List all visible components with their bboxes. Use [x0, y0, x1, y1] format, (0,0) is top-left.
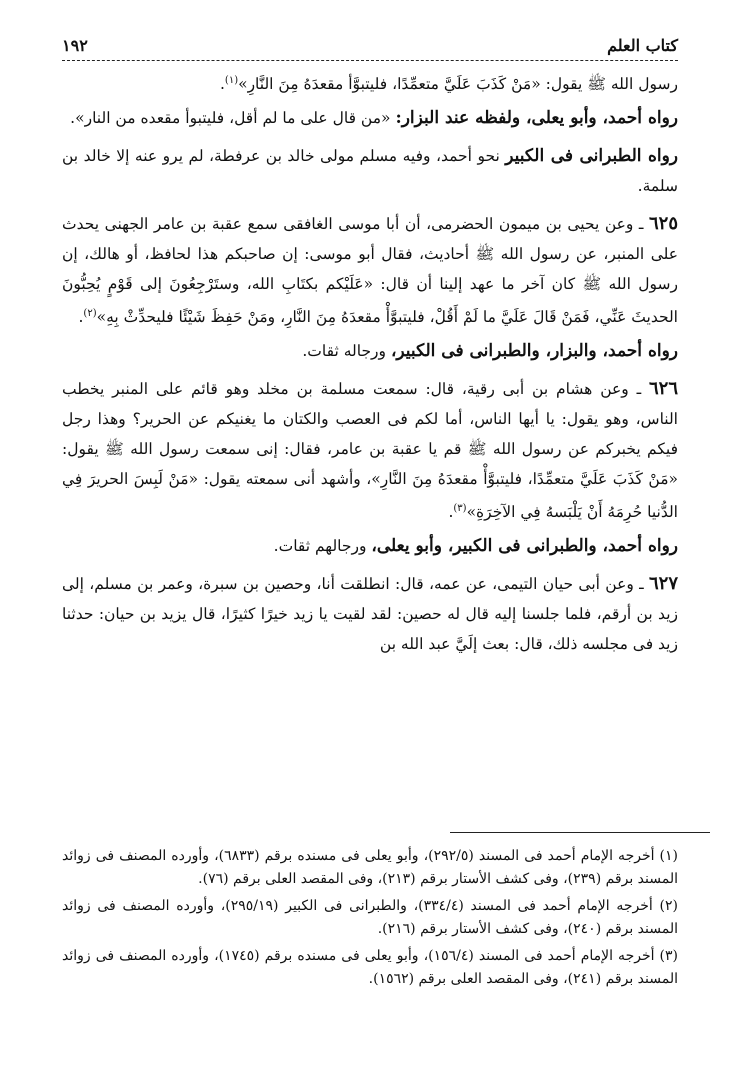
reference-text: ورجاله ثقات. [302, 342, 391, 361]
reference-lead: رواه أحمد، وأبو يعلى، ولفظه عند البزار: [395, 108, 678, 129]
reference-lead: رواه أحمد، والبزار، والطبرانى فى الكبير، [390, 341, 678, 362]
footnote-3: (٣) أخرجه الإمام أحمد فى المسند (١٥٦/٤)، وأبو يعلى فى مسنده برقم (١٧٤٥)، وأورده المصنف فى زوائد المسند برقم (٢٤١)، وفى المقصد العلى برقم (١٥٦٢). [62, 948, 679, 987]
footnote-divider [450, 832, 710, 833]
reference-text: نحو أحمد، وفيه مسلم مولى خالد بن عرفطة، لم يرو عنه إلا خالد بن سلمة. [62, 147, 678, 196]
narration-reference [62, 103, 678, 133]
paragraph-continuation: رسول الله ﷺ يقول: «مَنْ كَذَبَ عَلَيَّ متعمِّدًا، فليتبوَّأ مقعدَهُ مِنَ النَّارِ»$^{(١)}$. [219, 75, 678, 94]
sentence-end: . [78, 308, 84, 327]
footnote-marker: (٢) [83, 308, 97, 320]
reference-lead: رواه أحمد، والطبرانى فى الكبير، وأبو يعلى، [371, 536, 678, 557]
reference-text: ورجالهم ثقات. [273, 537, 372, 556]
hadith-number: ٦٢٥ [648, 213, 678, 235]
hadith-625 [62, 209, 678, 332]
sentence-end: . [448, 503, 454, 522]
footnote-2: (٢) أخرجه الإمام أحمد فى المسند (٣٣٤/٤)، والطبرانى فى الكبير (٢٩٥/١٩)، وأورده المصنف فى زوائد المسند برقم (٢٤٠)، وفى كشف الأستار برقم (٢١٦). [62, 898, 678, 937]
footnote-marker: (٣) [453, 503, 467, 515]
narration-reference [62, 141, 678, 201]
footnotes [62, 845, 678, 995]
running-title: كتاب العلم [599, 36, 678, 55]
footnote-1: (١) أخرجه الإمام أحمد فى المسند (٢٩٢/٥)، وأبو يعلى فى مسنده برقم (٦٨٣٣)، وأورده المصنف فى زوائد المسند برقم (٢٣٩)، وفى كشف الأستار برقم (٢١٣)، وفى المقصد العلى برقم (٧٦). [62, 848, 679, 887]
hadith-626 [62, 374, 678, 527]
hadith-text: رسول الله ﷺ يقول: «مَنْ كَذَبَ عَلَيَّ متعمِّدًا، فليتبوَّأ مقعدَهُ مِنَ النَّارِ» [238, 75, 678, 94]
hadith-number: ٦٢٦ [648, 378, 678, 400]
hadith-text: ـ وعن يحيى بن ميمون الحضرمى، أن أبا موسى الغافقى سمع عقبة بن عامر الجهنى يحدث على المنبر، عن رسول الله ﷺ أحاديث، فقال أبو موسى: إن صاحبكم هذا لحافظ، أو هالك، إن رسول الله ﷺ كان آخر ما عهد إلينا أن قال: «عَلَيْكم بكتَابِ الله، وستَرْجِعُونَ إلى قَوْمٍ يُحِبُّونَ الحديثَ عَنِّي، فَمَنْ قَالَ عَلَيَّ ما لَمْ أَقُلْ، فليتبوَّأْ مقعدَهُ مِنَ النَّارِ، ومَنْ حَفِظَ شَيْئًا فليحدِّثْ بِهِ» [62, 215, 678, 327]
footnote-marker: (١) [224, 75, 239, 86]
reference-text: «من قال على ما لم أقل، فليتبوأ مقعده من النار». [70, 109, 396, 128]
hadith-number: ٦٢٧ [648, 573, 678, 595]
main-text [62, 66, 678, 659]
hadith-627 [62, 569, 678, 659]
page-number: ١٩٢ [62, 36, 88, 55]
narration-reference [62, 531, 678, 561]
hadith-text: ـ وعن هشام بن أبى رقية، قال: سمعت مسلمة بن مخلد وهو قائم على المنبر يخطب الناس، وهو يقول: يا أيها الناس، أما لكم فى العصب والكتان ما يغنيكم عن الحرير؟ وهذا رجل فيكم يخبركم عن رسول الله ﷺ قم يا عقبة بن عامر، فقال: إنى سمعت رسول الله ﷺ يقول: «مَنْ كَذَبَ عَلَيَّ متعمِّدًا، فليتبوَّأْ مقعدَهُ مِنَ النَّارِ»، وأشهد أنى سمعته يقول: «مَنْ لَبِسَ الحريرَ فِي الدُّنيا حُرِمَهُ أَنْ يَلْبَسهُ فِي الآخِرَةِ» [62, 380, 678, 522]
narration-reference [62, 336, 678, 366]
hadith-text: ـ وعن أبى حيان التيمى، عن عمه، قال: انطلقت أنا، وحصين بن سبرة، وعمر بن مسلم، إلى زيد بن أرقم، فلما جلسنا إليه قال له حصين: لقد لقيت يا زيد خيرًا كثيرًا، قال يزيد بن حيان: حدثنا زيد فى مجلسه ذلك، قال: بعث إلَيَّ عبد الله بن [62, 575, 678, 654]
page-header [62, 36, 678, 61]
reference-lead: رواه الطبرانى فى الكبير [505, 146, 679, 167]
